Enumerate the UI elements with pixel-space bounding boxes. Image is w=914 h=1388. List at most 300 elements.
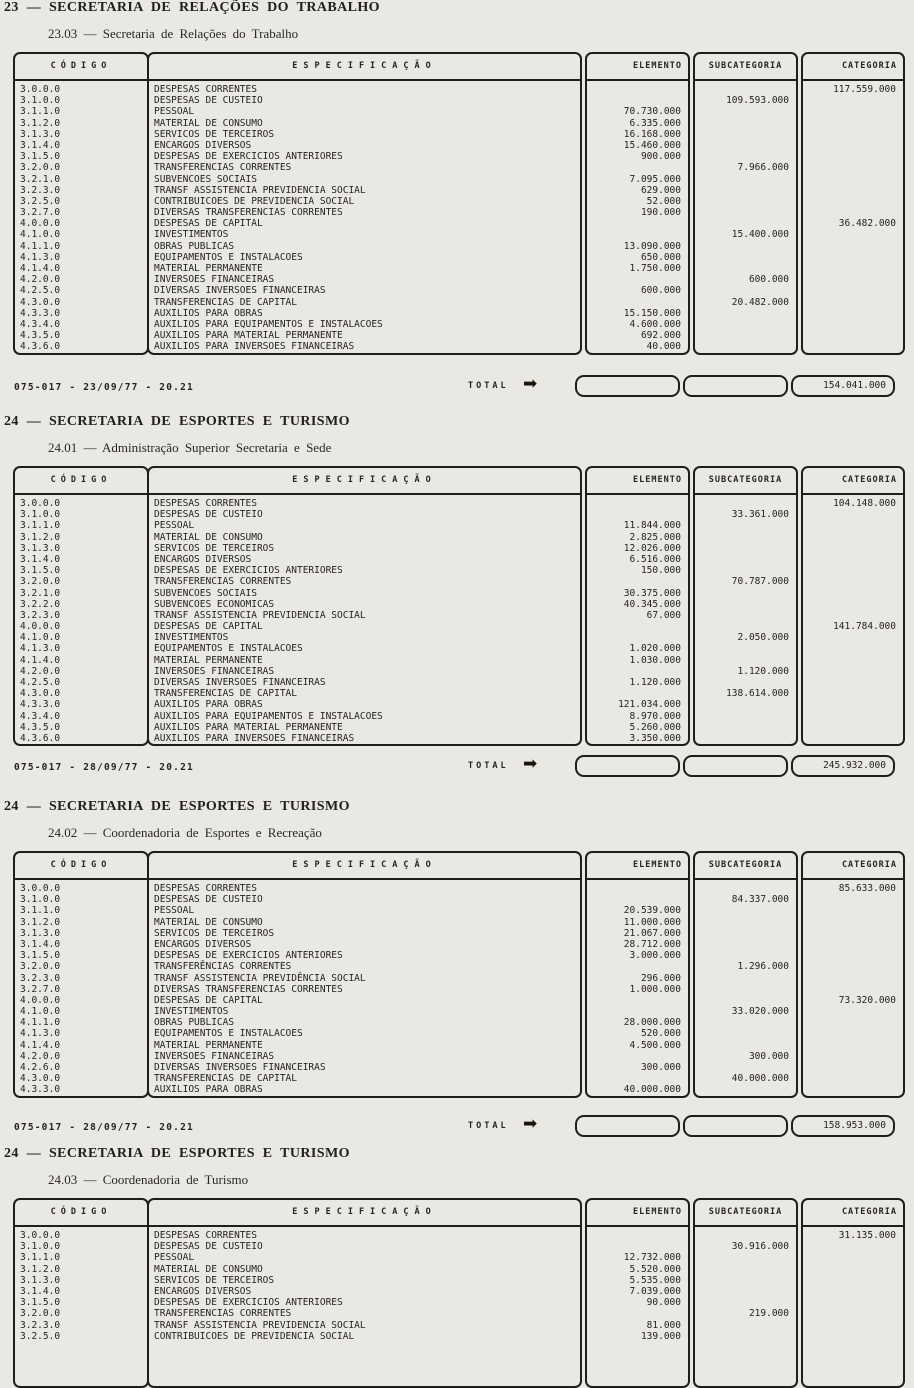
subcategoria-cells: [695, 495, 796, 744]
especificacao-cell: DESPESAS DE EXERCICIOS ANTERIORES: [154, 1297, 343, 1309]
categoria-cells: [803, 495, 903, 744]
code-cell: 4.2.6.0: [20, 1062, 61, 1073]
elemento-value-cell: 650.000: [640, 251, 681, 263]
subcategoria-value-cell: 84.337.000: [731, 894, 789, 906]
code-cell: 3.2.3.0: [20, 972, 61, 984]
categoria-value-cell: [803, 917, 903, 928]
elemento-value-cell: 11.000.000: [623, 916, 681, 928]
especificacao-cell: INVESTIMENTOS: [154, 632, 229, 644]
code-cell: 3.1.2.0: [20, 117, 61, 129]
elemento-value-cell: 8.970.000: [629, 710, 681, 722]
code-cell: 4.0.0.0: [20, 994, 61, 1006]
elemento-value-cell: 52.000: [646, 195, 681, 207]
subcategoria-value-cell: [695, 699, 796, 710]
especificacao-cell: DESPESAS CORRENTES: [154, 1230, 257, 1241]
categoria-value-cell: [803, 1320, 903, 1331]
elemento-value-cell: 28.712.000: [623, 938, 681, 950]
elemento-value-cell: [587, 621, 688, 632]
subcategoria-value-cell: [695, 330, 796, 341]
categoria-value-cell: [803, 905, 903, 916]
subcategoria-value-cell: 40.000.000: [731, 1073, 789, 1085]
categoria-value-cell: [803, 973, 903, 984]
column-header-elemento: ELEMENTO: [587, 853, 688, 880]
especificacao-cell: EQUIPAMENTOS E INSTALACOES: [154, 643, 303, 655]
categoria-value-cell: 31.135.000: [838, 1230, 896, 1241]
section-subheading: 24.01 — Administração Superior Secretaria e Sede: [48, 440, 332, 455]
code-cell: 3.1.0.0: [20, 95, 61, 107]
codigo-cells: [15, 81, 147, 353]
categoria-value-cell: [803, 1308, 903, 1319]
elemento-value-cell: 21.067.000: [623, 927, 681, 939]
especificacao-cell: SERVICOS DE TERCEIROS: [154, 542, 275, 554]
especificacao-cell: INVESTIMENTOS: [154, 229, 229, 241]
especificacao-cell: SERVICOS DE TERCEIROS: [154, 1274, 275, 1286]
categoria-value-cell: [803, 229, 903, 240]
code-cell: 3.2.3.0: [20, 184, 61, 196]
elemento-value-cell: 4.600.000: [629, 318, 681, 330]
elemento-value-cell: 520.000: [640, 1028, 681, 1040]
categoria-value-cell: [803, 95, 903, 106]
especificacao-cell: CONTRIBUICOES DE PREVIDENCIA SOCIAL: [154, 195, 355, 207]
elemento-value-cell: 692.000: [640, 330, 681, 342]
elemento-value-cell: [587, 1241, 688, 1252]
elemento-value-cell: 13.090.000: [623, 240, 681, 252]
code-cell: 4.3.0.0: [20, 296, 61, 308]
code-cell: 3.2.1.0: [20, 173, 61, 185]
code-cell: 3.1.1.0: [20, 1252, 61, 1264]
categoria-value-cell: [803, 162, 903, 173]
especificacao-cell: INVESTIMENTOS: [154, 1006, 229, 1018]
subcategoria-value-cell: [695, 84, 796, 95]
subcategoria-value-cell: [695, 928, 796, 939]
code-cell: 4.2.0.0: [20, 1050, 61, 1062]
code-cell: 4.3.3.0: [20, 699, 61, 711]
elemento-value-cell: [587, 961, 688, 972]
especificacao-cell: MATERIAL DE CONSUMO: [154, 531, 263, 543]
especificacao-cell: AUXILIOS PARA MATERIAL PERMANENTE: [154, 330, 343, 342]
especificacao-cell: DESPESAS DE CUSTEIO: [154, 1241, 263, 1253]
code-cell: 3.0.0.0: [20, 498, 61, 509]
categoria-value-cell: [803, 520, 903, 531]
subcategoria-value-cell: [695, 655, 796, 666]
subcategoria-value-cell: [695, 118, 796, 129]
subcategoria-value-cell: [695, 341, 796, 352]
column-header-elemento: ELEMENTO: [587, 1200, 688, 1227]
total-value: 245.932.000: [823, 760, 886, 771]
elemento-value-cell: 15.150.000: [623, 307, 681, 319]
categoria-value-cell: [803, 241, 903, 252]
code-cell: 3.1.1.0: [20, 106, 61, 118]
especificacao-cell: DESPESAS DE CUSTEIO: [154, 894, 263, 906]
elemento-value-cell: 900.000: [640, 151, 681, 163]
subcategoria-value-cell: 300.000: [748, 1050, 789, 1062]
table-footer: [0, 755, 914, 781]
elemento-cells: [587, 1227, 688, 1386]
code-cell: 4.1.3.0: [20, 643, 61, 655]
subcategoria-value-cell: [695, 319, 796, 330]
categoria-value-cell: [803, 711, 903, 722]
elemento-value-cell: [587, 1073, 688, 1084]
especificacao-cell: ENCARGOS DIVERSOS: [154, 139, 252, 151]
elemento-value-cell: 190.000: [640, 207, 681, 219]
especificacao-cell: MATERIAL DE CONSUMO: [154, 117, 263, 129]
especificacao-cell: TRANSFERÊNCIAS CORRENTES: [154, 961, 292, 973]
especificacao-cell: TRANSFERENCIAS DE CAPITAL: [154, 688, 297, 700]
column-header-codigo: CÓDIGO: [15, 1200, 147, 1227]
elemento-value-cell: 90.000: [646, 1297, 681, 1309]
subcategoria-value-cell: [695, 285, 796, 296]
code-cell: 3.1.0.0: [20, 894, 61, 906]
code-cell: 3.1.3.0: [20, 542, 61, 554]
especificacao-cell: ENCARGOS DIVERSOS: [154, 938, 252, 950]
subcategoria-value-cell: [695, 1286, 796, 1297]
code-cell: 4.3.0.0: [20, 1073, 61, 1085]
especificacao-cell: TRANSFERENCIAS DE CAPITAL: [154, 296, 297, 308]
especificacao-cell: TRANSFERENCIAS CORRENTES: [154, 1308, 292, 1320]
subcategoria-value-cell: [695, 984, 796, 995]
subcategoria-value-cell: [695, 677, 796, 688]
especificacao-cell: DESPESAS DE CAPITAL: [154, 994, 263, 1006]
subcategoria-value-cell: [695, 1275, 796, 1286]
column-header-especificacao: ESPECIFICAÇÃO: [149, 853, 580, 880]
subcategoria-value-cell: [695, 1297, 796, 1308]
especificacao-cell: INVERSOES FINANCEIRAS: [154, 1050, 275, 1062]
especificacao-cell: ENCARGOS DIVERSOS: [154, 553, 252, 565]
categoria-value-cell: [803, 632, 903, 643]
column-header-categoria: CATEGORIA: [803, 1200, 903, 1227]
elemento-value-cell: 40.345.000: [623, 598, 681, 610]
especificacao-cell: AUXILIOS PARA INVERSOES FINANCEIRAS: [154, 341, 355, 353]
column-header-categoria: CATEGORIA: [803, 468, 903, 495]
categoria-value-cell: 141.784.000: [833, 621, 896, 633]
code-cell: 4.2.0.0: [20, 274, 61, 286]
especificacao-cell: AUXILIOS PARA OBRAS: [154, 699, 263, 711]
subcategoria-value-cell: [695, 252, 796, 263]
elemento-value-cell: 3.350.000: [629, 732, 681, 744]
categoria-value-cell: [803, 1252, 903, 1263]
elemento-value-cell: 139.000: [640, 1330, 681, 1342]
codigo-column: [13, 52, 149, 355]
categoria-value-cell: [803, 961, 903, 972]
code-cell: 3.2.7.0: [20, 983, 61, 995]
code-cell: 4.3.4.0: [20, 710, 61, 722]
especificacao-cell: DESPESAS CORRENTES: [154, 498, 257, 509]
code-cell: 3.2.0.0: [20, 162, 61, 174]
total-arrow-icon: ➡: [523, 1114, 538, 1134]
section-heading: 23 — SECRETARIA DE RELAÇÕES DO TRABALHO: [4, 0, 380, 15]
especificacao-cell: AUXILIOS PARA EQUIPAMENTOS E INSTALACOES: [154, 710, 383, 722]
categoria-value-cell: [803, 1051, 903, 1062]
codigo-column: [13, 851, 149, 1098]
table-footer: [0, 375, 914, 401]
section-subheading: 23.03 — Secretaria de Relações do Trabalho: [48, 26, 299, 41]
subcategoria-value-cell: [695, 733, 796, 744]
subcategoria-value-cell: [695, 207, 796, 218]
categoria-value-cell: [803, 554, 903, 565]
code-cell: 4.1.4.0: [20, 654, 61, 666]
especificacao-cell: DESPESAS DE CAPITAL: [154, 621, 263, 633]
code-cell: 4.1.0.0: [20, 1006, 61, 1018]
especificacao-cells: [149, 81, 580, 353]
especificacao-cell: AUXILIOS PARA EQUIPAMENTOS E INSTALACOES: [154, 318, 383, 330]
code-cell: 3.2.2.0: [20, 598, 61, 610]
elemento-value-cell: 1.030.000: [629, 654, 681, 666]
categoria-value-cell: [803, 1275, 903, 1286]
code-cell: 4.1.3.0: [20, 1028, 61, 1040]
subcategoria-value-cell: [695, 498, 796, 509]
elemento-value-cell: 28.000.000: [623, 1017, 681, 1029]
especificacao-cell: INVERSOES FINANCEIRAS: [154, 274, 275, 286]
column-header-elemento: ELEMENTO: [587, 54, 688, 81]
elemento-value-cell: [587, 883, 688, 894]
categoria-value-cell: [803, 928, 903, 939]
section-subheading: 24.02 — Coordenadoria de Esportes e Recreação: [48, 825, 322, 840]
especificacao-cell: AUXILIOS PARA INVERSOES FINANCEIRAS: [154, 732, 355, 744]
print-reference: 075-017 - 28/09/77 - 20.21: [14, 1122, 194, 1133]
subcategoria-value-cell: 138.614.000: [726, 688, 789, 700]
categoria-value-cell: [803, 263, 903, 274]
elemento-value-cell: 1.000.000: [629, 983, 681, 995]
subcategoria-value-cell: [695, 1230, 796, 1241]
total-label: TOTAL: [468, 761, 509, 771]
subcategoria-value-cell: [695, 196, 796, 207]
code-cell: 3.1.1.0: [20, 520, 61, 532]
especificacao-cell: MATERIAL PERMANENTE: [154, 263, 263, 274]
elemento-value-cell: [587, 274, 688, 285]
especificacao-cell: MATERIAL PERMANENTE: [154, 654, 263, 666]
elemento-value-cell: 629.000: [640, 184, 681, 196]
elemento-value-cell: [587, 229, 688, 240]
subcategoria-value-cell: [695, 1084, 796, 1095]
code-cell: 3.1.4.0: [20, 139, 61, 151]
code-cell: 3.1.5.0: [20, 1297, 61, 1309]
especificacao-cell: DESPESAS CORRENTES: [154, 883, 257, 894]
categoria-value-cell: [803, 722, 903, 733]
column-header-elemento: ELEMENTO: [587, 468, 688, 495]
elemento-value-cell: [587, 498, 688, 509]
especificacao-cell: SERVICOS DE TERCEIROS: [154, 128, 275, 140]
categoria-value-cell: [803, 532, 903, 543]
categoria-value-cell: [803, 1331, 903, 1342]
elemento-value-cell: 20.539.000: [623, 905, 681, 917]
especificacao-cell: DIVERSAS INVERSOES FINANCEIRAS: [154, 677, 326, 688]
subcategoria-column: [693, 466, 798, 746]
code-cell: 3.1.5.0: [20, 151, 61, 163]
elemento-value-cell: 7.039.000: [629, 1285, 681, 1297]
especificacao-cell: MATERIAL DE CONSUMO: [154, 1263, 263, 1275]
code-cell: 3.2.3.0: [20, 609, 61, 621]
column-header-especificacao: ESPECIFICAÇÃO: [149, 468, 580, 495]
categoria-value-cell: [803, 543, 903, 554]
code-cell: 4.1.1.0: [20, 1017, 61, 1029]
especificacao-cell: DESPESAS DE EXERCICIOS ANTERIORES: [154, 565, 343, 577]
categoria-value-cell: [803, 643, 903, 654]
subcategoria-value-cell: [695, 308, 796, 319]
total-box-subcategoria: [683, 755, 788, 777]
elemento-column: [585, 851, 690, 1098]
categoria-value-cell: [803, 655, 903, 666]
elemento-value-cell: 15.460.000: [623, 139, 681, 151]
categoria-value-cell: [803, 984, 903, 995]
total-box-subcategoria: [683, 375, 788, 397]
categoria-value-cell: 117.559.000: [833, 84, 896, 95]
code-cell: 3.1.0.0: [20, 509, 61, 521]
elemento-value-cell: 5.260.000: [629, 721, 681, 733]
subcategoria-column: [693, 1198, 798, 1388]
especificacao-cell: TRANSFERENCIAS DE CAPITAL: [154, 1073, 297, 1085]
categoria-column: [801, 52, 905, 355]
subcategoria-value-cell: [695, 621, 796, 632]
categoria-value-cell: [803, 129, 903, 140]
elemento-value-cell: [587, 666, 688, 677]
categoria-value-cell: [803, 207, 903, 218]
elemento-value-cell: [587, 894, 688, 905]
column-header-especificacao: ESPECIFICAÇÃO: [149, 1200, 580, 1227]
especificacao-cell: SUBVENCOES SOCIAIS: [154, 587, 257, 599]
elemento-value-cell: 2.825.000: [629, 531, 681, 543]
section-heading: 24 — SECRETARIA DE ESPORTES E TURISMO: [4, 1146, 350, 1161]
total-box-categoria: [791, 1115, 895, 1137]
especificacao-cell: MATERIAL DE CONSUMO: [154, 916, 263, 928]
subcategoria-value-cell: [695, 565, 796, 576]
subcategoria-value-cell: [695, 1017, 796, 1028]
column-header-codigo: CÓDIGO: [15, 468, 147, 495]
elemento-value-cell: 121.034.000: [618, 699, 681, 711]
especificacao-cell: SUBVENCOES SOCIAIS: [154, 173, 257, 185]
codigo-cells: [15, 1227, 147, 1386]
subcategoria-value-cell: [695, 883, 796, 894]
categoria-cells: [803, 1227, 903, 1386]
elemento-value-cell: 6.516.000: [629, 553, 681, 565]
code-cell: 3.0.0.0: [20, 883, 61, 894]
codigo-cells: [15, 880, 147, 1096]
especificacao-cell: DIVERSAS TRANSFERENCIAS CORRENTES: [154, 983, 343, 995]
codigo-column: [13, 466, 149, 746]
subcategoria-value-cell: [695, 917, 796, 928]
elemento-cells: [587, 495, 688, 744]
codigo-column: [13, 1198, 149, 1388]
elemento-value-cell: [587, 688, 688, 699]
column-header-subcategoria: SUBCATEGORIA: [695, 1200, 796, 1227]
code-cell: 4.0.0.0: [20, 218, 61, 230]
code-cell: 4.3.4.0: [20, 318, 61, 330]
categoria-value-cell: [803, 285, 903, 296]
total-box-elemento: [575, 755, 680, 777]
subcategoria-value-cell: 1.120.000: [737, 665, 789, 677]
total-arrow-icon: ➡: [523, 374, 538, 394]
elemento-value-cell: 67.000: [646, 609, 681, 621]
categoria-value-cell: [803, 599, 903, 610]
code-cell: 3.1.4.0: [20, 553, 61, 565]
elemento-value-cell: [587, 576, 688, 587]
especificacao-column: [147, 52, 582, 355]
categoria-value-cell: [803, 677, 903, 688]
elemento-value-cell: 296.000: [640, 972, 681, 984]
especificacao-cell: DESPESAS DE EXERCICIOS ANTERIORES: [154, 151, 343, 163]
elemento-value-cell: 12.732.000: [623, 1252, 681, 1264]
subcategoria-value-cell: 33.361.000: [731, 509, 789, 521]
code-cell: 4.3.5.0: [20, 721, 61, 733]
code-cell: 3.1.2.0: [20, 916, 61, 928]
subcategoria-value-cell: [695, 1040, 796, 1051]
categoria-value-cell: [803, 699, 903, 710]
subcategoria-cells: [695, 1227, 796, 1386]
elemento-column: [585, 52, 690, 355]
elemento-value-cell: 40.000: [646, 341, 681, 353]
categoria-value-cell: 36.482.000: [838, 218, 896, 230]
subcategoria-cells: [695, 880, 796, 1096]
categoria-value-cell: [803, 140, 903, 151]
elemento-value-cell: 300.000: [640, 1062, 681, 1073]
budget-table: [13, 851, 908, 1098]
code-cell: 3.1.2.0: [20, 531, 61, 543]
elemento-value-cell: [587, 1230, 688, 1241]
code-cell: 4.3.6.0: [20, 732, 61, 744]
total-arrow-icon: ➡: [523, 754, 538, 774]
categoria-value-cell: [803, 106, 903, 117]
elemento-value-cell: 11.844.000: [623, 520, 681, 532]
column-header-categoria: CATEGORIA: [803, 853, 903, 880]
subcategoria-value-cell: [695, 241, 796, 252]
code-cell: 4.3.3.0: [20, 1084, 61, 1096]
code-cell: 3.1.3.0: [20, 128, 61, 140]
elemento-value-cell: 70.730.000: [623, 106, 681, 118]
especificacao-cell: PESSOAL: [154, 905, 195, 917]
subcategoria-value-cell: [695, 185, 796, 196]
categoria-value-cell: [803, 610, 903, 621]
code-cell: 3.2.1.0: [20, 587, 61, 599]
categoria-value-cell: [803, 1006, 903, 1017]
categoria-value-cell: [803, 894, 903, 905]
code-cell: 3.1.3.0: [20, 927, 61, 939]
categoria-value-cell: [803, 588, 903, 599]
elemento-value-cell: [587, 297, 688, 308]
especificacao-cell: DIVERSAS TRANSFERENCIAS CORRENTES: [154, 207, 343, 219]
subcategoria-value-cell: [695, 554, 796, 565]
categoria-value-cell: 104.148.000: [833, 498, 896, 509]
especificacao-cells: [149, 880, 580, 1096]
categoria-value-cell: [803, 1084, 903, 1095]
code-cell: 4.1.4.0: [20, 263, 61, 274]
code-cell: 3.1.0.0: [20, 1241, 61, 1253]
categoria-value-cell: [803, 576, 903, 587]
code-cell: 3.2.5.0: [20, 1330, 61, 1342]
categoria-value-cell: [803, 1062, 903, 1073]
subcategoria-value-cell: 600.000: [748, 274, 789, 286]
total-box-categoria: [791, 375, 895, 397]
total-box-elemento: [575, 1115, 680, 1137]
especificacao-cell: SUBVENCOES ECONOMICAS: [154, 598, 275, 610]
elemento-value-cell: [587, 1051, 688, 1062]
subcategoria-column: [693, 52, 798, 355]
especificacao-cell: TRANSF ASSISTENCIA PREVIDENCIA SOCIAL: [154, 609, 366, 621]
especificacao-cell: DESPESAS CORRENTES: [154, 84, 257, 95]
code-cell: 3.2.5.0: [20, 195, 61, 207]
elemento-value-cell: [587, 84, 688, 95]
subcategoria-value-cell: [695, 950, 796, 961]
especificacao-cell: EQUIPAMENTOS E INSTALACOES: [154, 251, 303, 263]
subcategoria-value-cell: [695, 520, 796, 531]
subcategoria-value-cell: [695, 905, 796, 916]
code-cell: 4.3.6.0: [20, 341, 61, 353]
subcategoria-value-cell: [695, 532, 796, 543]
subcategoria-value-cell: [695, 643, 796, 654]
subcategoria-value-cell: [695, 973, 796, 984]
categoria-value-cell: [803, 1297, 903, 1308]
code-cell: 3.1.4.0: [20, 938, 61, 950]
subcategoria-value-cell: 20.482.000: [731, 296, 789, 308]
elemento-value-cell: [587, 95, 688, 106]
